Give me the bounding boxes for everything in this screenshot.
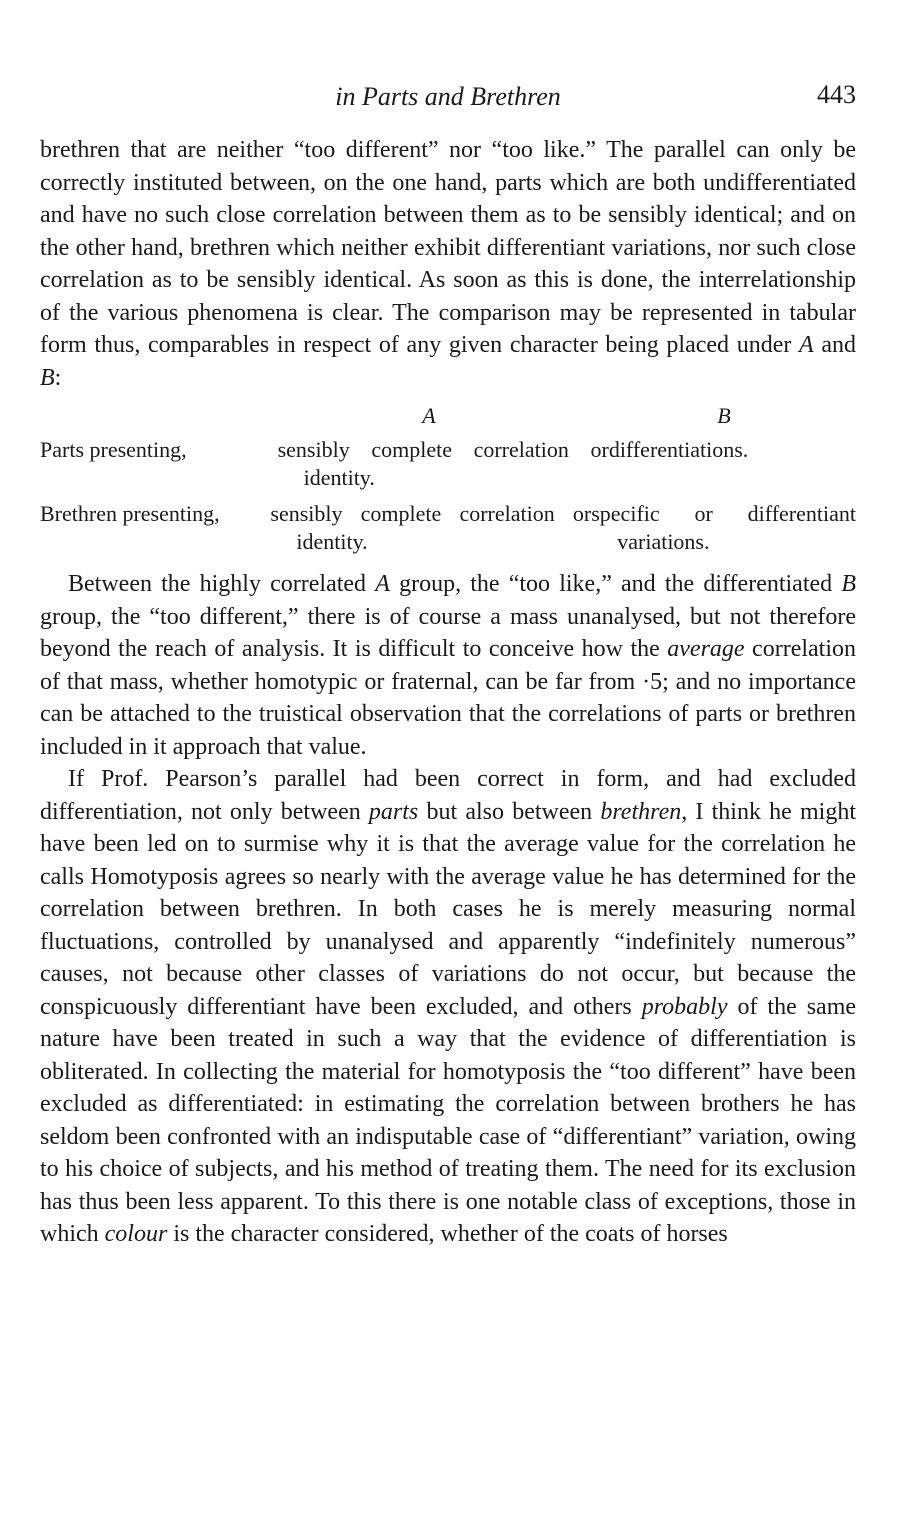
table-row-label: Parts presenting, <box>40 437 187 462</box>
running-title: in Parts and Brethren <box>335 82 561 111</box>
page-number: 443 <box>817 80 856 109</box>
table-cell-b: specific or differentiant variations. <box>591 501 856 554</box>
comparison-table <box>40 402 856 556</box>
paragraph-1 <box>40 134 856 394</box>
emphasis-brethren: brethren <box>600 798 682 825</box>
paragraph-1-text: brethren that are neither “too different” nor “too like.” The parallel can only be correctly instituted between, on the one hand, parts which are both undifferentiated and have no such close correlation between them as to be sensibly identical; and on the other hand, brethren which neither exhibit differentiant variations, nor such close correlation as to be sensibly identical. As soon as this is done, the interrelationship of the various phenomena is clear. The comparison may be represented in tabular form thus, comparables in respect of any given character being placed under <box>40 137 856 358</box>
emphasis-parts: parts <box>368 798 419 825</box>
paragraph-2-text: Between the highly correlated <box>68 571 376 597</box>
paragraph-3-text: of the same nature have been treated in such a way that the evidence of differentiation is obliterated. In collecting the material for homotyposis the “too different” have been excluded as differentiated: in estimating the correlation between brothers he has seldom been confronted with an indisputable case of “differentiant” variation, owing to his choice of subjects, and his method of treating them. The need for its exclusion has thus been less apparent. To this there is one notable class of exceptions, those in which <box>40 993 857 1247</box>
paragraph-3-text: If Prof. Pearson’s parallel had been correct in form, and had excluded differentiation, not only between <box>40 766 856 825</box>
symbol-b: B <box>40 364 55 391</box>
paragraph-3 <box>40 763 856 1251</box>
paragraph-2-text: group, the “too different,” there is of course a mass unanalysed, but not therefore beyond the reach of analysis. It is difficult to conceive how the <box>40 603 856 662</box>
symbol-a: A <box>799 332 814 358</box>
paragraph-3-text: is the character considered, whether of the coats of horses <box>167 1221 728 1247</box>
table-row <box>40 436 856 492</box>
table-cell-a: sensibly complete correlation or identity. <box>270 501 592 554</box>
table-cell-b: differentiations. <box>608 437 749 462</box>
paragraph-1-and: and <box>813 332 857 358</box>
table-header <box>40 402 856 436</box>
page <box>40 80 856 1251</box>
emphasis-colour: colour <box>104 1221 168 1247</box>
symbol-b: B <box>841 571 856 597</box>
table-header-b: B <box>717 403 731 428</box>
table-row-label: Brethren presenting, <box>40 501 220 526</box>
running-head <box>40 80 856 120</box>
table-cell-a: sensibly complete correlation or identity. <box>277 437 609 490</box>
paragraph-2-text: group, the “too like,” and the differentiated <box>389 571 842 597</box>
emphasis-average: average <box>667 636 745 662</box>
paragraph-3-text: , I think he might have been led on to surmise why it is that the average value for the correlation he calls Homotyposis agrees so nearly with the average value he has determined for the correlation between brethren. In both cases he is merely measuring normal fluctuations, controlled by unanalysed and apparently “indefinitely numerous” causes, not because other classes of variations do not occur, but because the conspicuously differentiant have been excluded, and others <box>40 798 856 1020</box>
paragraph-1-end: : <box>54 364 62 391</box>
paragraph-2-text: correlation of that mass, whether homotypic or fraternal, can be far from ·5; and no importance can be attached to the truistical observation that the correlations of parts or brethren included in it approach that value. <box>40 636 856 760</box>
body-text <box>40 134 856 1251</box>
paragraph-3-text: but also between <box>418 798 601 825</box>
emphasis-probably: probably <box>641 993 728 1020</box>
table-header-a: A <box>422 403 436 428</box>
table-row <box>40 500 856 556</box>
symbol-a: A <box>375 571 390 597</box>
paragraph-2 <box>40 568 856 763</box>
